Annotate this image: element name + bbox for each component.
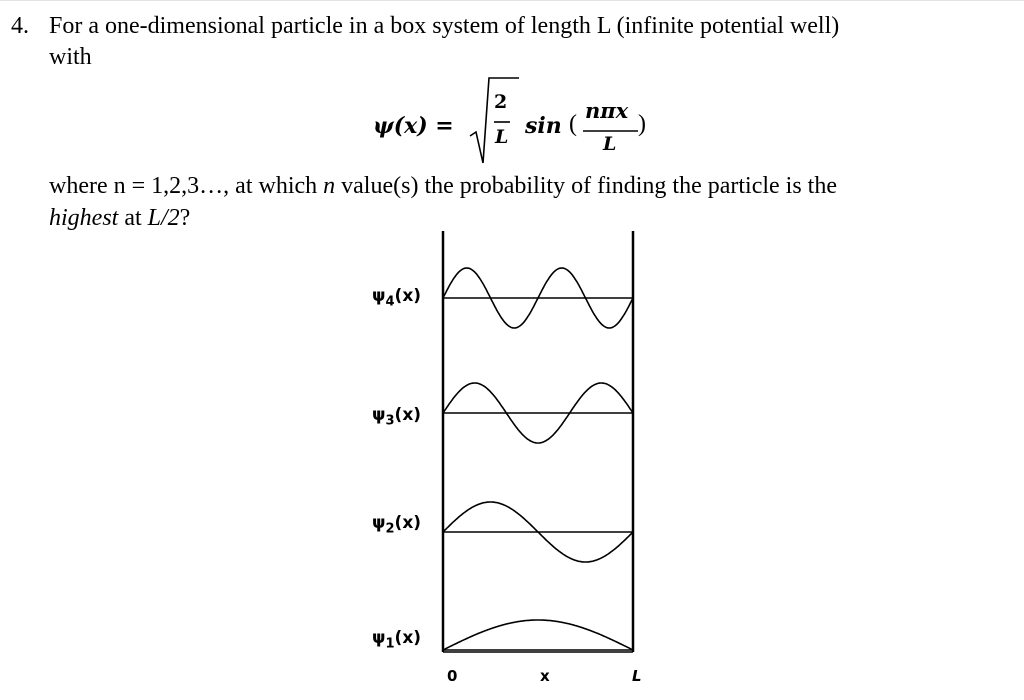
open-paren: ( — [569, 111, 577, 137]
axis-label-x: x — [540, 667, 550, 685]
psi-2-label: $\psi_2(x)$ — [372, 513, 422, 537]
psi-3-label: $\psi_3(x)$ — [372, 405, 422, 429]
argument-denominator: L — [603, 133, 617, 155]
argument-numerator: nπx — [585, 98, 629, 123]
emphasis-highest: highest — [49, 205, 119, 231]
question-line-2: with — [49, 44, 92, 70]
variable-n: n — [323, 173, 336, 199]
question-mark: ? — [179, 205, 191, 231]
formula-lhs: ψ(x) = — [373, 113, 454, 139]
question-line-3-end: value(s) the probability of finding the particle is the — [341, 173, 837, 199]
psi-4-label: $\psi_4(x)$ — [372, 286, 422, 310]
question-line-1: For a one-dimensional particle in a box system of length L (infinite potential well) — [49, 13, 840, 39]
sqrt-numerator: 2 — [494, 91, 508, 113]
sqrt-denominator: L — [495, 126, 509, 148]
sin-function: sin — [525, 113, 562, 139]
close-paren: ) — [638, 111, 646, 137]
question-line-3-start: where n = 1,2,3…, at which — [49, 173, 318, 199]
axis-label-l: L — [632, 667, 642, 685]
wavefunction-curve-n1 — [443, 620, 633, 650]
psi-1-label: $\psi_1(x)$ — [372, 628, 422, 652]
axis-label-origin: 0 — [447, 667, 458, 685]
word-at: at — [124, 205, 142, 231]
position-l-half: L/2 — [147, 205, 180, 231]
question-number: 4. — [11, 13, 29, 39]
